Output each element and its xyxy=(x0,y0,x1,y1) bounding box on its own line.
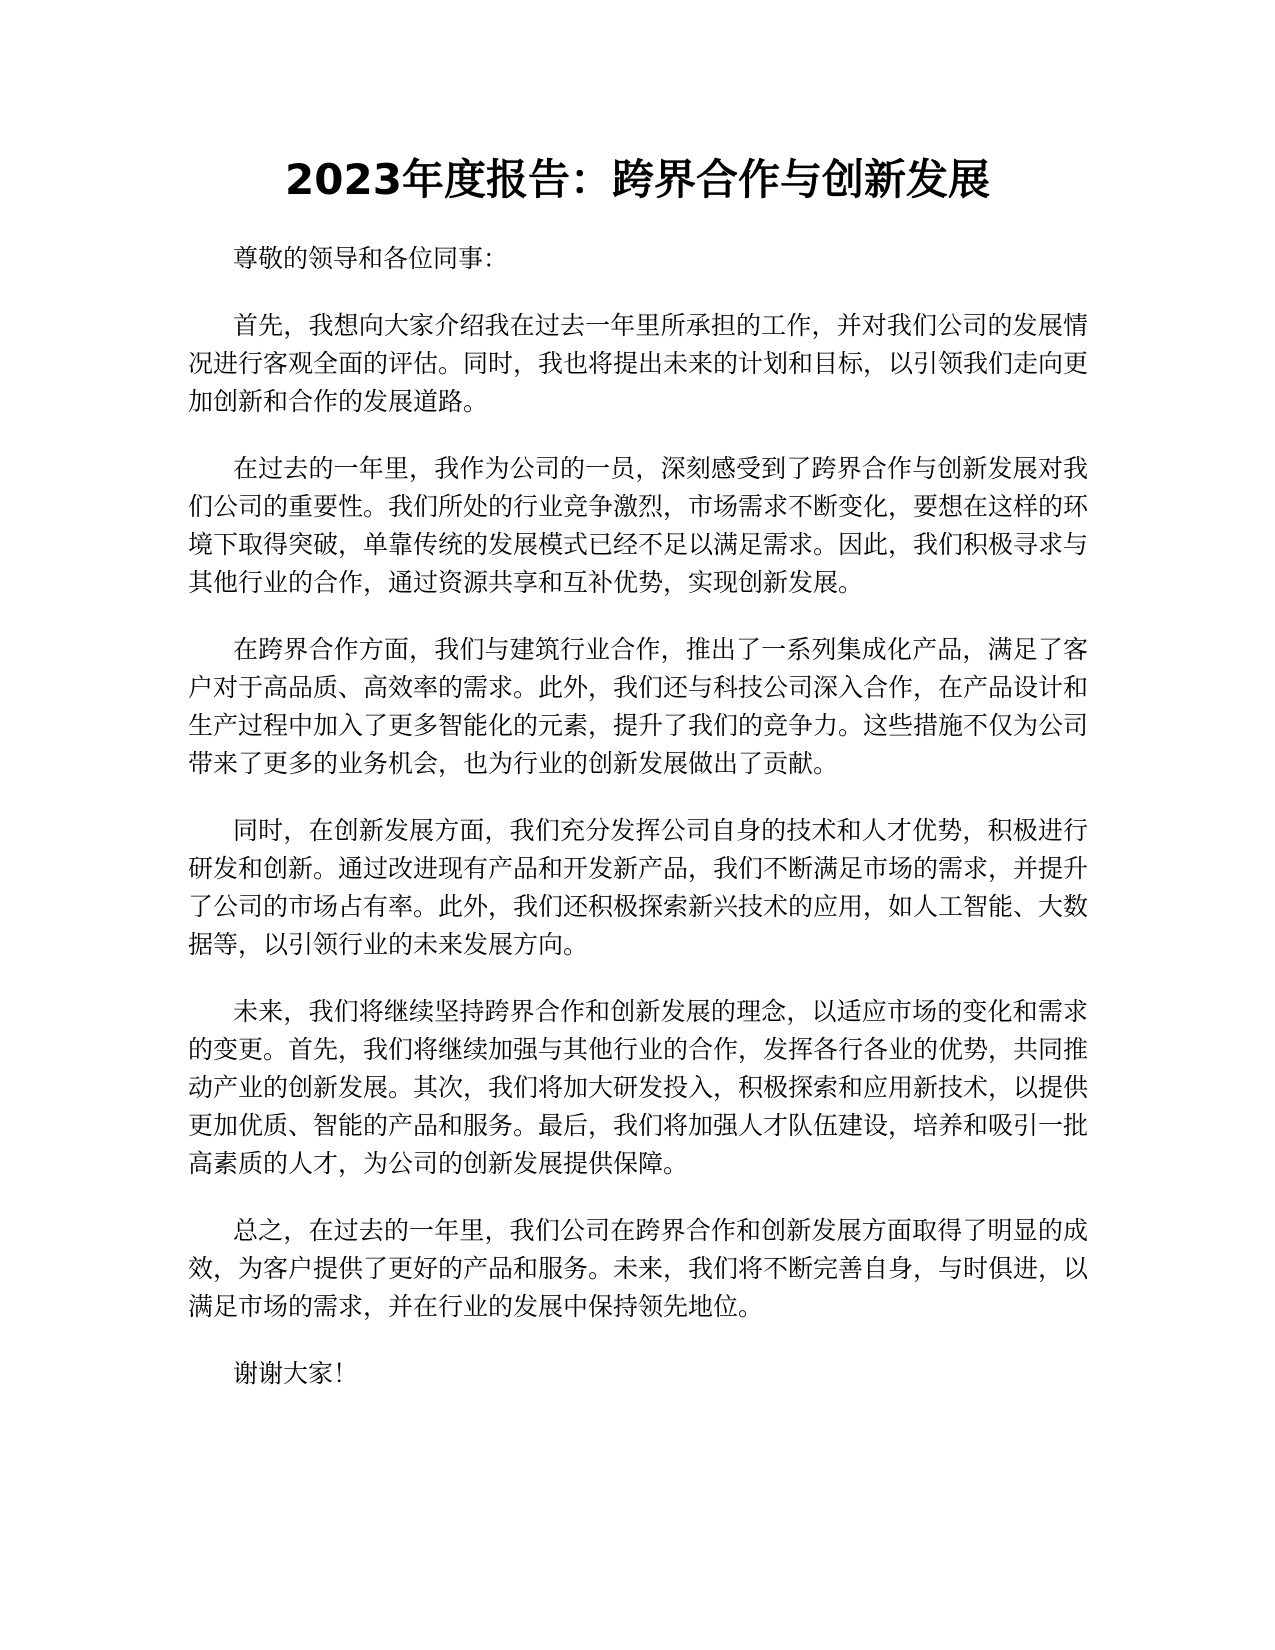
salutation-paragraph: 尊敬的领导和各位同事： xyxy=(233,244,509,273)
closing-paragraph: 谢谢大家！ xyxy=(233,1359,359,1388)
body-paragraph: 在过去的一年里，我作为公司的一员，深刻感受到了跨界合作与创新发展对我们公司的重要性。我们所处的行业竞争激烈，市场需求不断变化，要想在这样的环境下取得突破，单靠传统的发展模式已经不足以满足需求。因此，我们积极寻求与其他行业的合作，通过资源共享和互补优势，实现创新发展。 xyxy=(188,454,1089,597)
document-title: 2023年度报告：跨界合作与创新发展 xyxy=(285,155,990,204)
body-paragraph: 在跨界合作方面，我们与建筑行业合作，推出了一系列集成化产品，满足了客户对于高品质、高效率的需求。此外，我们还与科技公司深入合作，在产品设计和生产过程中加入了更多智能化的元素，提升了我们的竞争力。这些措施不仅为公司带来了更多的业务机会，也为行业的创新发展做出了贡献。 xyxy=(188,635,1089,778)
conclusion-paragraph: 总之，在过去的一年里，我们公司在跨界合作和创新发展方面取得了明显的成效，为客户提供了更好的产品和服务。未来，我们将不断完善自身，与时俱进，以满足市场的需求，并在行业的发展中保持领先地位。 xyxy=(188,1216,1089,1321)
intro-paragraph: 首先，我想向大家介绍我在过去一年里所承担的工作，并对我们公司的发展情况进行客观全面的评估。同时，我也将提出未来的计划和目标，以引领我们走向更加创新和合作的发展道路。 xyxy=(188,311,1089,416)
body-paragraph: 未来，我们将继续坚持跨界合作和创新发展的理念，以适应市场的变化和需求的变更。首先，我们将继续加强与其他行业的合作，发挥各行各业的优势，共同推动产业的创新发展。其次，我们将加大研发投入，积极探索和应用新技术，以提供更加优质、智能的产品和服务。最后，我们将加强人才队伍建设，培养和吸引一批高素质的人才，为公司的创新发展提供保障。 xyxy=(188,997,1089,1178)
document-body xyxy=(188,240,1088,1422)
body-paragraph: 同时，在创新发展方面，我们充分发挥公司自身的技术和人才优势，积极进行研发和创新。通过改进现有产品和开发新产品，我们不断满足市场的需求，并提升了公司的市场占有率。此外，我们还积极探索新兴技术的应用，如人工智能、大数据等，以引领行业的未来发展方向。 xyxy=(188,816,1089,959)
